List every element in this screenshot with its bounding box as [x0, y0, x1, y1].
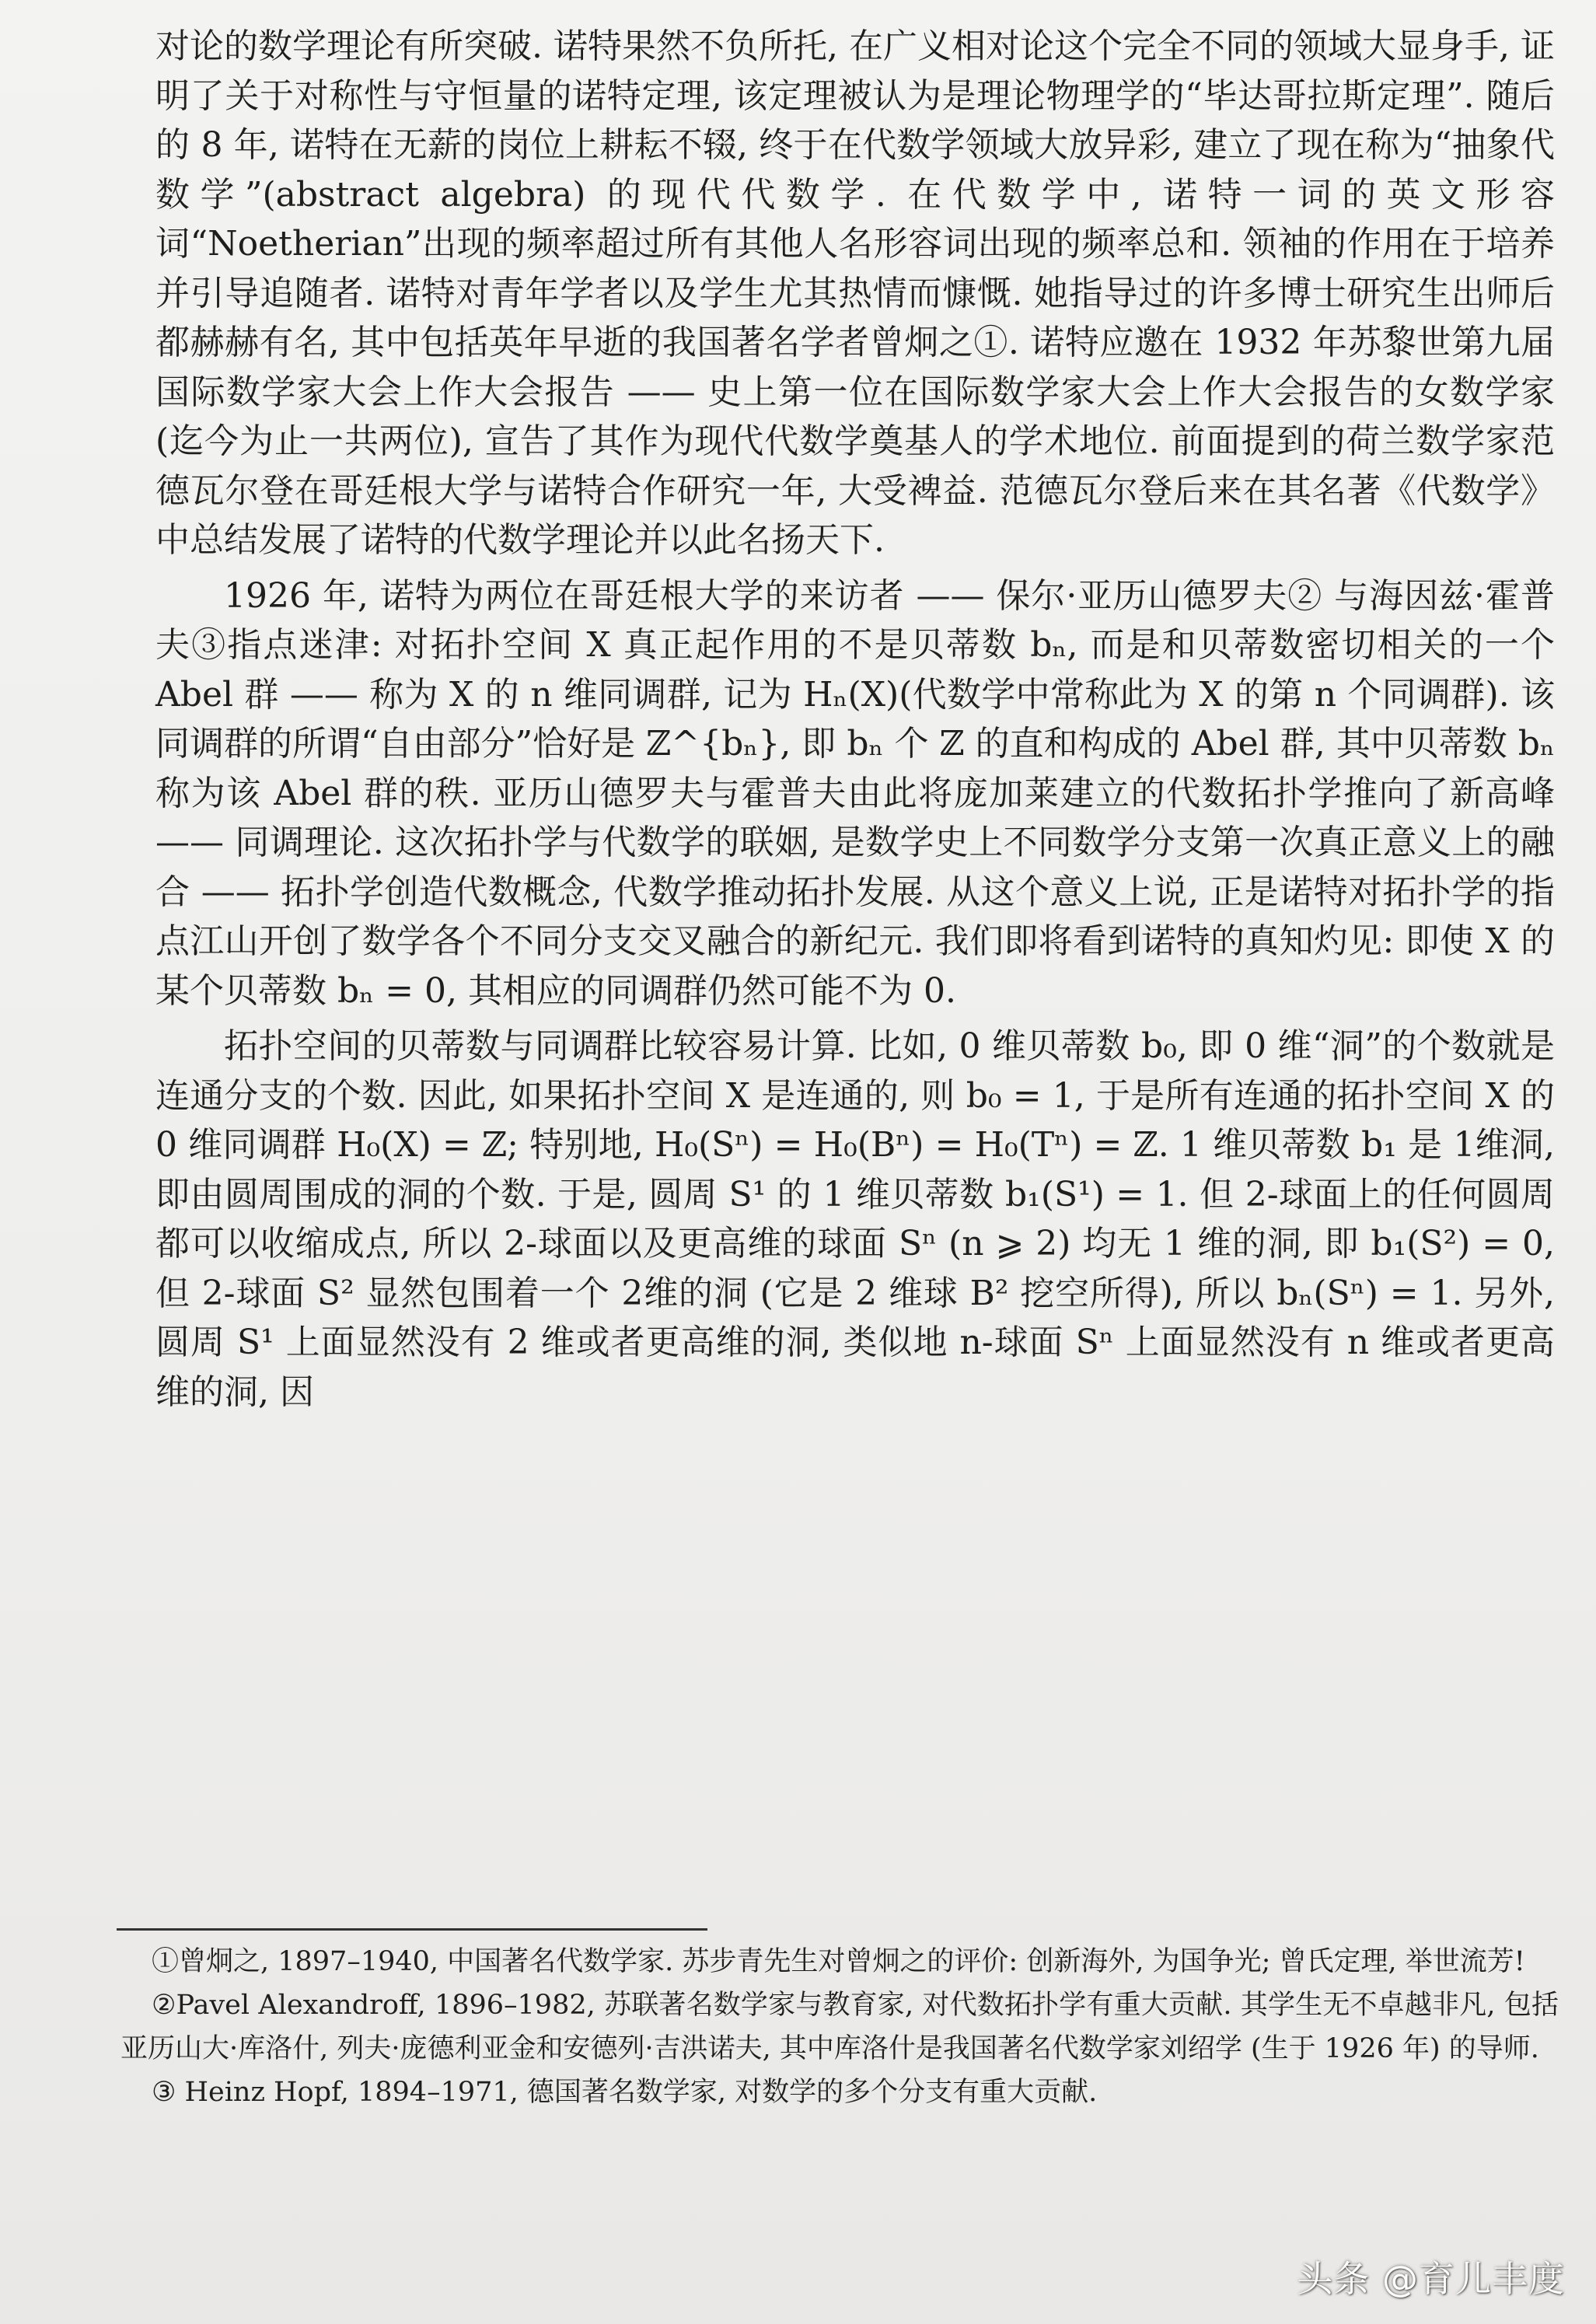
- paragraph-3: 拓扑空间的贝蒂数与同调群比较容易计算. 比如, 0 维贝蒂数 b₀, 即 0 维“洞”的个数就是连通分支的个数. 因此, 如果拓扑空间 X 是连通的, 则 b₀ = 1, 于是所有连通的拓扑空间 X 的 0 维同调群 H₀(X) = ℤ; 特别地, H₀(Sⁿ) = H₀(Bⁿ) = H₀(Tⁿ) = ℤ. 1 维贝蒂数 b₁ 是 1维洞, 即由圆周围成的洞的个数. 于是, 圆周 S¹ 的 1 维贝蒂数 b₁(S¹) = 1. 但 2-球面上的任何圆周都可以收缩成点, 所以 2-球面以及更高维的球面 Sⁿ (n ⩾ 2) 均无 1 维的洞, 即 b₁(S²) = 0, 但 2-球面 S² 显然包围着一个 2维的洞 (它是 2 维球 B² 挖空所得), 所以 bₙ(Sⁿ) = 1. 另外, 圆周 S¹ 上面显然没有 2 维或者更高维的洞, 类似地 n-球面 Sⁿ 上面显然没有 n 维或者更高维的洞, 因: [155, 1026, 1555, 1412]
- footnote-divider: [117, 1928, 707, 1931]
- footnotes: [120, 1940, 1559, 2114]
- main-text: [155, 22, 1555, 1417]
- footnote-1: ①曾炯之, 1897–1940, 中国著名代数学家. 苏步青先生对曾炯之的评价: 创新海外, 为国争光; 曾氏定理, 举世流芳!: [152, 1946, 1525, 1977]
- footnote-2: ②Pavel Alexandroff, 1896–1982, 苏联著名数学家与教育家, 对代数拓扑学有重大贡献. 其学生无不卓越非凡, 包括亚历山大·库洛什, 列夫·庞德利亚金和安德列·吉洪诺夫, 其中库洛什是我国著名代数学家刘绍学 (生于 1926 年) 的导师.: [120, 1990, 1559, 2064]
- paragraph-1: 对论的数学理论有所突破. 诺特果然不负所托, 在广义相对论这个完全不同的领域大显身手, 证明了关于对称性与守恒量的诺特定理, 该定理被认为是理论物理学的“毕达哥拉斯定理”. 随后的 8 年, 诺特在无薪的岗位上耕耘不辍, 终于在代数学领域大放异彩, 建立了现在称为“抽象代数学”(abstract algebra) 的现代代数学. 在代数学中, 诺特一词的英文形容词“Noetherian”出现的频率超过所有其他人名形容词出现的频率总和. 领袖的作用在于培养并引导追随者. 诺特对青年学者以及学生尤其热情而慷慨. 她指导过的许多博士研究生出师后都赫赫有名, 其中包括英年早逝的我国著名学者曾炯之①. 诺特应邀在 1932 年苏黎世第九届国际数学家大会上作大会报告 —— 史上第一位在国际数学家大会上作大会报告的女数学家 (迄今为止一共两位), 宣告了其作为现代代数学奠基人的学术地位. 前面提到的荷兰数学家范德瓦尔登在哥廷根大学与诺特合作研究一年, 大受裨益. 范德瓦尔登后来在其名著《代数学》中总结发展了诺特的代数学理论并以此名扬天下.: [155, 26, 1555, 560]
- paragraph-2: 1926 年, 诺特为两位在哥廷根大学的来访者 —— 保尔·亚历山德罗夫② 与海因兹·霍普夫③指点迷津: 对拓扑空间 X 真正起作用的不是贝蒂数 bₙ, 而是和贝蒂数密切相关的一个 Abel 群 —— 称为 X 的 n 维同调群, 记为 Hₙ(X)(代数学中常称此为 X 的第 n 个同调群). 该同调群的所谓“自由部分”恰好是 ℤ^{bₙ}, 即 bₙ 个 ℤ 的直和构成的 Abel 群, 其中贝蒂数 bₙ 称为该 Abel 群的秩. 亚历山德罗夫与霍普夫由此将庞加莱建立的代数拓扑学推向了新高峰 —— 同调理论. 这次拓扑学与代数学的联姻, 是数学史上不同数学分支第一次真正意义上的融合 —— 拓扑学创造代数概念, 代数学推动拓扑发展. 从这个意义上说, 正是诺特对拓扑学的指点江山开创了数学各个不同分支交叉融合的新纪元. 我们即将看到诺特的真知灼见: 即使 X 的某个贝蒂数 bₙ = 0, 其相应的同调群仍然可能不为 0.: [155, 575, 1555, 1011]
- watermark: 头条 @育儿丰度: [1297, 2258, 1565, 2300]
- footnote-3: ③ Heinz Hopf, 1894–1971, 德国著名数学家, 对数学的多个分支有重大贡献.: [152, 2077, 1098, 2108]
